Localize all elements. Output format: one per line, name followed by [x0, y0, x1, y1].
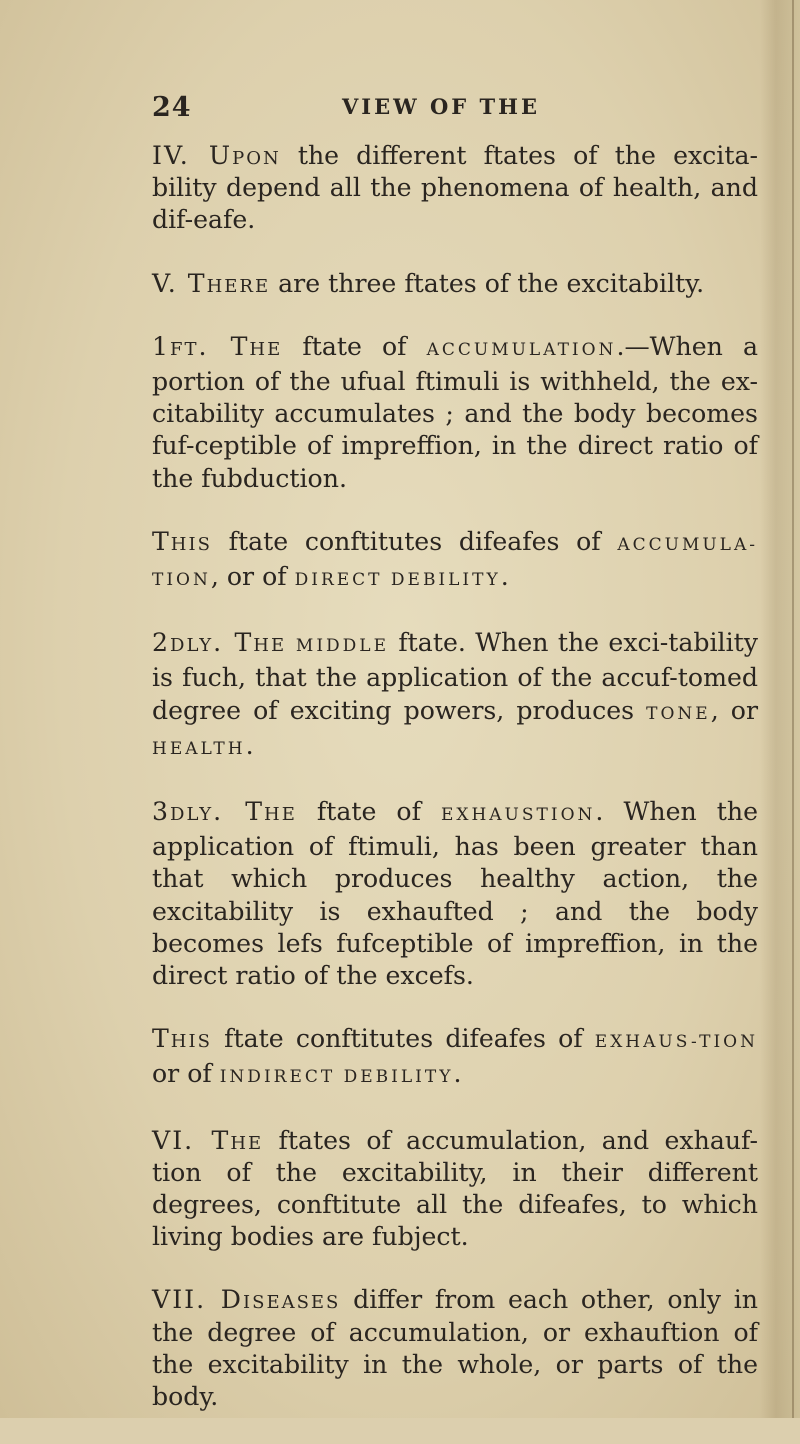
paragraph-text: the different ftates of the excita-bility depend all the phenomena of health, and dif-eafe. — [152, 141, 758, 235]
paragraph-accumulation-diseases — [152, 526, 758, 596]
paragraph-lead: 3dly. The — [152, 797, 297, 827]
running-head — [152, 92, 752, 122]
term-exhaustion: EXHAUS-TION — [594, 1032, 758, 1053]
paragraph-text: or of — [152, 1059, 220, 1089]
paragraph-text: . — [500, 562, 509, 592]
paragraph-text: ftates of accumulation, and exhauf-tion of the excitability, in their different degrees, conftitute all the difeafes, to which living bodies are fubject. — [152, 1125, 758, 1252]
paragraph-lead: VII. Diseases — [152, 1285, 341, 1315]
paragraph-text: differ from each other, only in the degree of accumulation, or exhauftion of the excitability in the whole, or parts of the body. — [152, 1285, 758, 1412]
paragraph-text: . — [245, 730, 254, 760]
paragraph-lead: IV. Upon — [152, 141, 281, 170]
paragraph-lead: V. There — [152, 268, 271, 298]
term-direct-debility: DIRECT DEBILITY — [294, 570, 501, 591]
term-accumulation: ACCUMULATION — [426, 339, 617, 360]
paragraph-iv — [152, 140, 758, 237]
paragraph-text: . When the application of ftimuli, has been greater than that which produces healthy action, the excitability is exhaufted ; and the body becomes lefs fufceptible of impreffion, in the direct ratio of the excefs. — [152, 797, 758, 991]
page-edge — [760, 0, 800, 1418]
paragraph-text: , or of — [210, 562, 295, 592]
paragraph-text: ftate conftitutes difeafes of — [211, 526, 618, 556]
paragraph-text: ftate of — [296, 797, 441, 827]
paragraph-text: ftate. When the exci-tability is fuch, that the application of the accuf-tomed degree of exciting powers, produces — [152, 628, 758, 725]
page-number: 24 — [152, 92, 192, 123]
paragraph-text: ftate of — [282, 331, 427, 361]
paragraph-text: ftate conftitutes difeafes of — [211, 1024, 595, 1054]
paragraph-lead: This — [152, 1024, 212, 1054]
paragraph-lead: This — [152, 526, 212, 556]
running-title: VIEW OF THE — [342, 94, 541, 119]
paragraph-vi — [152, 1125, 758, 1254]
term-tone: TONE — [646, 703, 711, 724]
paragraph-lead: 2dly. The — [152, 628, 287, 658]
paragraph-second-state — [152, 627, 758, 765]
term-exhaustion: EXHAUSTION — [440, 805, 596, 826]
term-health: HEALTH — [152, 738, 246, 759]
term-indirect-debility: INDIRECT DEBILITY — [219, 1067, 454, 1088]
paragraph-text: are three ftates of the excitabilty. — [270, 268, 705, 298]
paragraph-text: , or — [710, 695, 758, 725]
paragraph-v — [152, 268, 758, 300]
paragraph-third-state — [152, 796, 758, 992]
body-text — [152, 140, 758, 1444]
paragraph-text: .—When a portion of the ufual ftimuli is withheld, the ex-citability accumulates ; and the body becomes fuf-ceptible of impreffion, in the direct ratio of the fubduction. — [152, 331, 758, 493]
term-middle: MIDDLE — [286, 636, 389, 657]
paragraph-vii — [152, 1284, 758, 1413]
term-accumulation: ACCUMULA-TION — [152, 534, 758, 591]
paragraph-exhaustion-diseases — [152, 1023, 758, 1093]
paragraph-first-state — [152, 331, 758, 495]
paragraph-lead: 1ft. The — [152, 331, 283, 361]
paragraph-text: . — [453, 1059, 462, 1089]
paragraph-lead: VI. The — [152, 1125, 264, 1155]
